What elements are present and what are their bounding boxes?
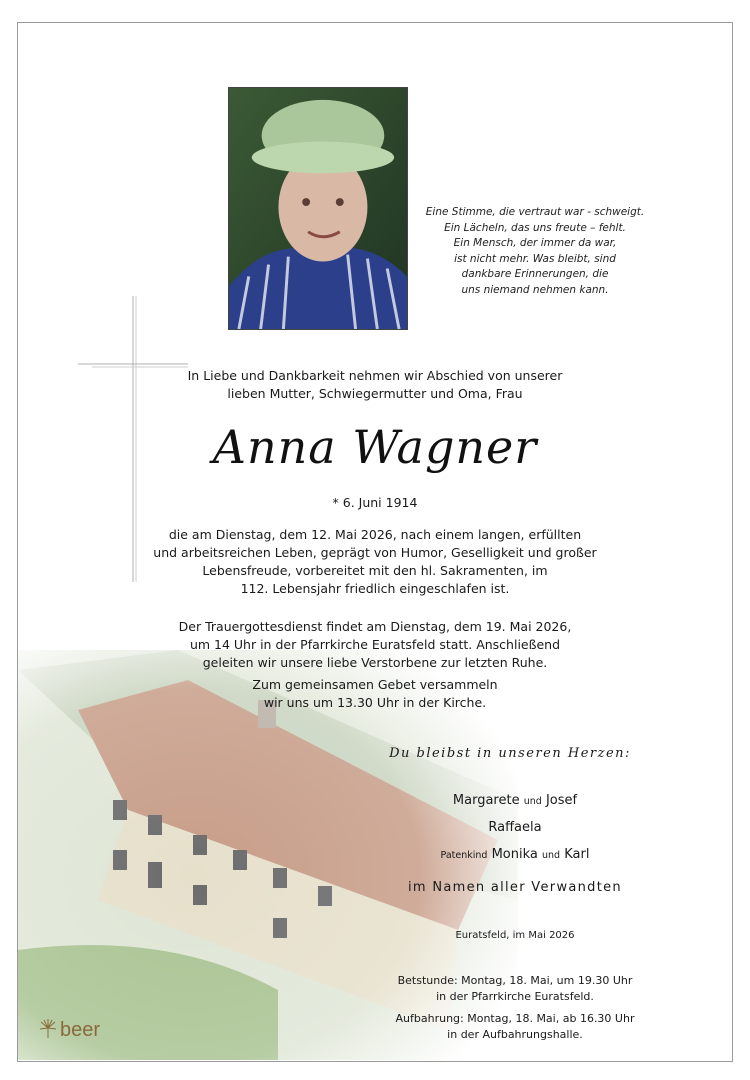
family-line-3	[350, 847, 680, 862]
conjunction: und	[542, 850, 561, 861]
death-line: 112. Lebensjahr friedlich eingeschlafen ist.	[240, 581, 510, 596]
prayer-text	[0, 676, 750, 712]
service-text	[0, 618, 750, 672]
family-name: Josef	[545, 793, 578, 808]
subtitle: Du bleibst in unseren Herzen:	[389, 746, 631, 761]
poem-line: dankbare Erinnerungen, die	[461, 268, 609, 280]
death-line: Lebensfreude, vorbereitet mit den hl. Sakramenten, im	[202, 563, 548, 578]
info-line: Aufbahrung: Montag, 18. Mai, ab 16.30 Uhr	[395, 1012, 635, 1025]
logo-text: beer	[60, 1018, 101, 1041]
info-line: in der Pfarrkirche Euratsfeld.	[436, 990, 594, 1003]
service-line: um 14 Uhr in der Pfarrkirche Euratsfeld statt. Anschließend	[189, 637, 561, 652]
poem-line: Ein Mensch, der immer da war,	[453, 237, 617, 249]
company-logo	[38, 1018, 100, 1042]
family-name: Karl	[564, 847, 590, 862]
info-line: in der Aufbahrungshalle.	[447, 1028, 583, 1041]
birth-date: * 6. Juni 1914	[332, 495, 418, 510]
relatives-text: im Namen aller Verwandten	[408, 880, 622, 895]
conjunction: und	[523, 796, 542, 807]
intro-line: lieben Mutter, Schwiegermutter und Oma, Frau	[227, 386, 523, 401]
prayer-line: Zum gemeinsamen Gebet versammeln	[252, 677, 498, 692]
prayer-line: wir uns um 13.30 Uhr in der Kirche.	[263, 695, 487, 710]
intro-line: In Liebe und Dankbarkeit nehmen wir Abschied von unserer	[187, 368, 563, 383]
family-name: Monika	[491, 847, 538, 862]
poem	[410, 205, 660, 298]
service-line: Der Trauergottesdienst findet am Dienstag, dem 19. Mai 2026,	[178, 619, 572, 634]
portrait-photo	[228, 87, 408, 330]
poem-line: uns niemand nehmen kann.	[461, 283, 609, 296]
family-line-2	[350, 820, 680, 835]
deceased-name: Anna Wagner	[212, 420, 538, 474]
service-line: geleiten wir unsere liebe Verstorbene zur letzten Ruhe.	[202, 655, 548, 670]
betstunde-info	[350, 973, 680, 1005]
dandelion-icon	[38, 1018, 58, 1042]
family-name: Margarete	[452, 793, 520, 808]
death-line: und arbeitsreichen Leben, geprägt von Humor, Geselligkeit und großer	[153, 545, 597, 560]
family-line-1	[350, 793, 680, 808]
poem-line: Ein Lächeln, das uns freute – fehlt.	[444, 221, 626, 234]
family-prefix: Patenkind	[440, 850, 488, 861]
intro-text	[0, 367, 750, 403]
poem-line: ist nicht mehr. Was bleibt, sind	[454, 252, 616, 265]
aufbahrung-info	[350, 1011, 680, 1043]
poem-line: Eine Stimme, die vertraut war - schweigt.	[425, 206, 645, 218]
info-line: Betstunde: Montag, 18. Mai, um 19.30 Uhr	[397, 974, 633, 987]
family-name: Raffaela	[488, 820, 542, 835]
death-text	[0, 526, 750, 598]
death-line: die am Dienstag, dem 12. Mai 2026, nach einem langen, erfüllten	[168, 527, 582, 542]
place-date: Euratsfeld, im Mai 2026	[455, 930, 575, 941]
